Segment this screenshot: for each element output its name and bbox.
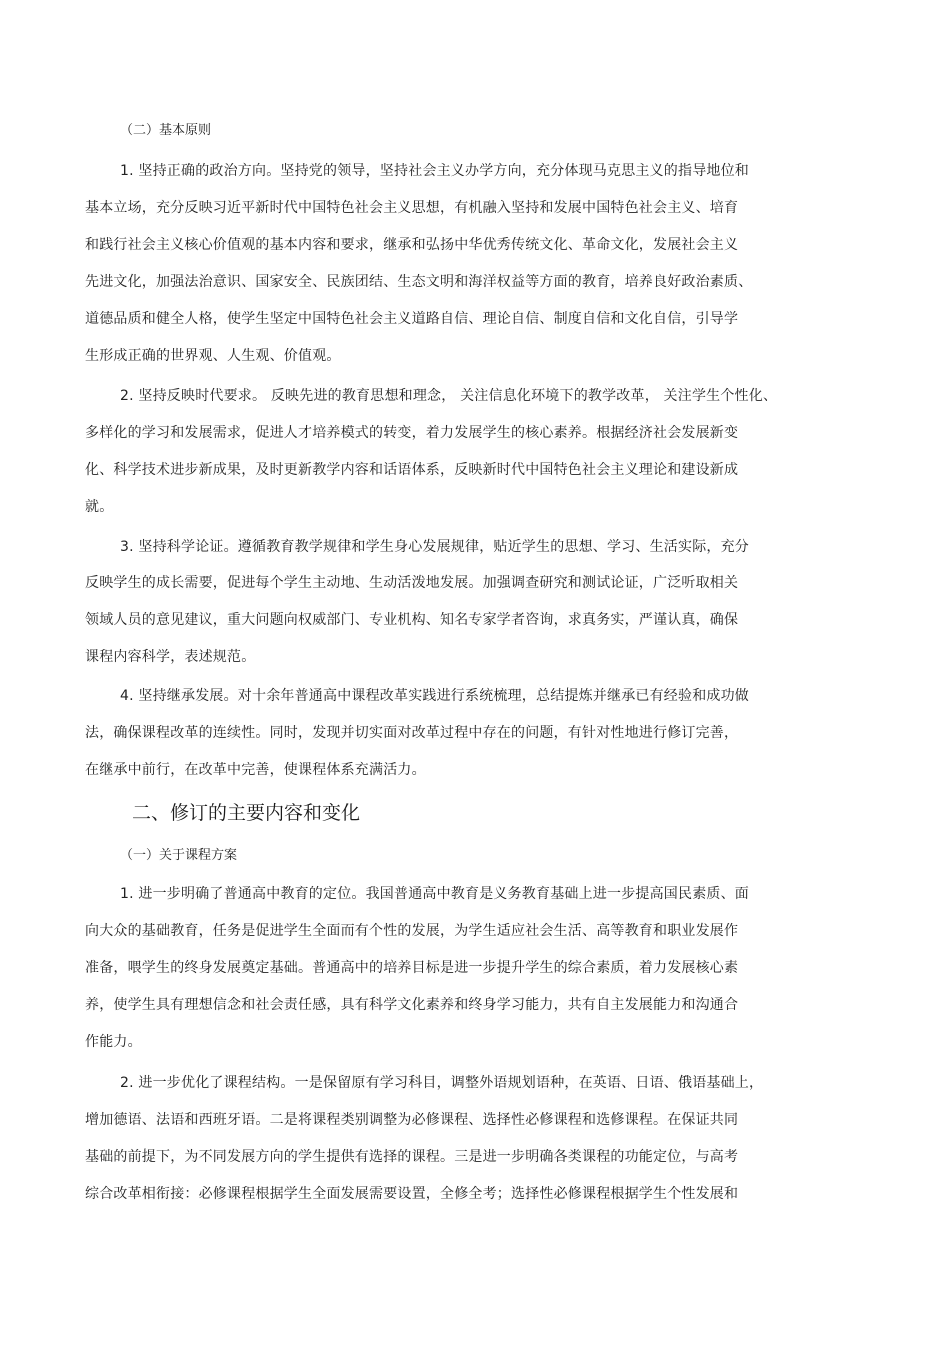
revision-1-line-5: 作能力。 <box>85 1034 142 1050</box>
principle-1-line-1: 1. 坚持正确的政治方向。坚持党的领导，坚持社会主义办学方向，充分体现马克思主义的指导地位和 <box>120 163 750 179</box>
revision-2-line-4: 综合改革相衔接：必修课程根据学生全面发展需要设置，全修全考；选择性必修课程根据学生个性发展和 <box>85 1186 739 1202</box>
revision-2-line-2: 增加德语、法语和西班牙语。二是将课程类别调整为必修课程、选择性必修课程和选修课程。在保证共同 <box>85 1112 739 1128</box>
principle-4-line-3: 在继承中前行，在改革中完善，使课程体系充满活力。 <box>85 762 426 778</box>
revision-2-line-3: 基础的前提下，为不同发展方向的学生提供有选择的课程。三是进一步明确各类课程的功能定位，与高考 <box>85 1149 739 1165</box>
revision-1-line-3: 准备，喂学生的终身发展奠定基础。普通高中的培养目标是进一步提升学生的综合素质，着力发展核心素 <box>85 960 739 976</box>
principle-1-line-2: 基本立场，充分反映习近平新时代中国特色社会主义思想，有机融入坚持和发展中国特色社会主义、培育 <box>85 200 739 216</box>
principle-4-line-1: 4. 坚持继承发展。对十余年普通高中课程改革实践进行系统梳理，总结提炼并继承已有经验和成功做 <box>120 688 750 704</box>
principle-2-line-4: 就。 <box>85 499 114 515</box>
principle-2-line-3: 化、科学技术进步新成果，及时更新教学内容和话语体系，反映新时代中国特色社会主义理论和建设新成 <box>85 462 739 478</box>
revision-2-line-1: 2. 进一步优化了课程结构。一是保留原有学习科目，调整外语规划语种，在英语、日语、俄语基础上， <box>120 1075 764 1091</box>
section-heading-principles: （二）基本原则 <box>120 123 212 138</box>
revision-1-line-4: 养，使学生具有理想信念和社会责任感，具有科学文化素养和终身学习能力，共有自主发展能力和沟通合 <box>85 997 739 1013</box>
subsection-heading-curriculum-plan: （一）关于课程方案 <box>120 848 238 863</box>
principle-3-line-2: 反映学生的成长需要，促进每个学生主动地、生动活泼地发展。加强调查研究和测试论证，广泛听取相关 <box>85 575 739 591</box>
principle-2-line-2: 多样化的学习和发展需求，促进人才培养模式的转变，着力发展学生的核心素养。根据经济社会发展新变 <box>85 425 739 441</box>
principle-1-line-4: 先进文化，加强法治意识、国家安全、民族团结、生态文明和海洋权益等方面的教育，培养良好政治素质、 <box>85 274 753 290</box>
principle-3-line-3: 领域人员的意见建议，重大问题向权威部门、专业机构、知名专家学者咨询，求真务实，严谨认真，确保 <box>85 612 739 628</box>
principle-2-line-1: 2. 坚持反映时代要求。 反映先进的教育思想和理念， 关注信息化环境下的教学改革， 关注学生个性化、 <box>120 388 778 404</box>
principle-1-line-6: 生形成正确的世界观、人生观、价值观。 <box>85 348 341 364</box>
principle-1-line-3: 和践行社会主义核心价值观的基本内容和要求，继承和弘扬中华优秀传统文化、革命文化，发展社会主义 <box>85 237 739 253</box>
principle-3-line-4: 课程内容科学，表述规范。 <box>85 649 256 665</box>
section-heading-revision: 二、修订的主要内容和变化 <box>132 802 361 824</box>
revision-1-line-1: 1. 进一步明确了普通高中教育的定位。我国普通高中教育是义务教育基础上进一步提高国民素质、面 <box>120 886 750 902</box>
principle-4-line-2: 法，确保课程改革的连续性。同时，发现并切实面对改革过程中存在的问题，有针对性地进行修订完善， <box>85 725 739 741</box>
revision-1-line-2: 向大众的基础教育，任务是促进学生全面而有个性的发展，为学生适应社会生活、高等教育和职业发展作 <box>85 923 739 939</box>
principle-1-line-5: 道德品质和健全人格，使学生坚定中国特色社会主义道路自信、理论自信、制度自信和文化自信，引导学 <box>85 311 739 327</box>
principle-3-line-1: 3. 坚持科学论证。遵循教育教学规律和学生身心发展规律，贴近学生的思想、学习、生活实际，充分 <box>120 539 750 555</box>
